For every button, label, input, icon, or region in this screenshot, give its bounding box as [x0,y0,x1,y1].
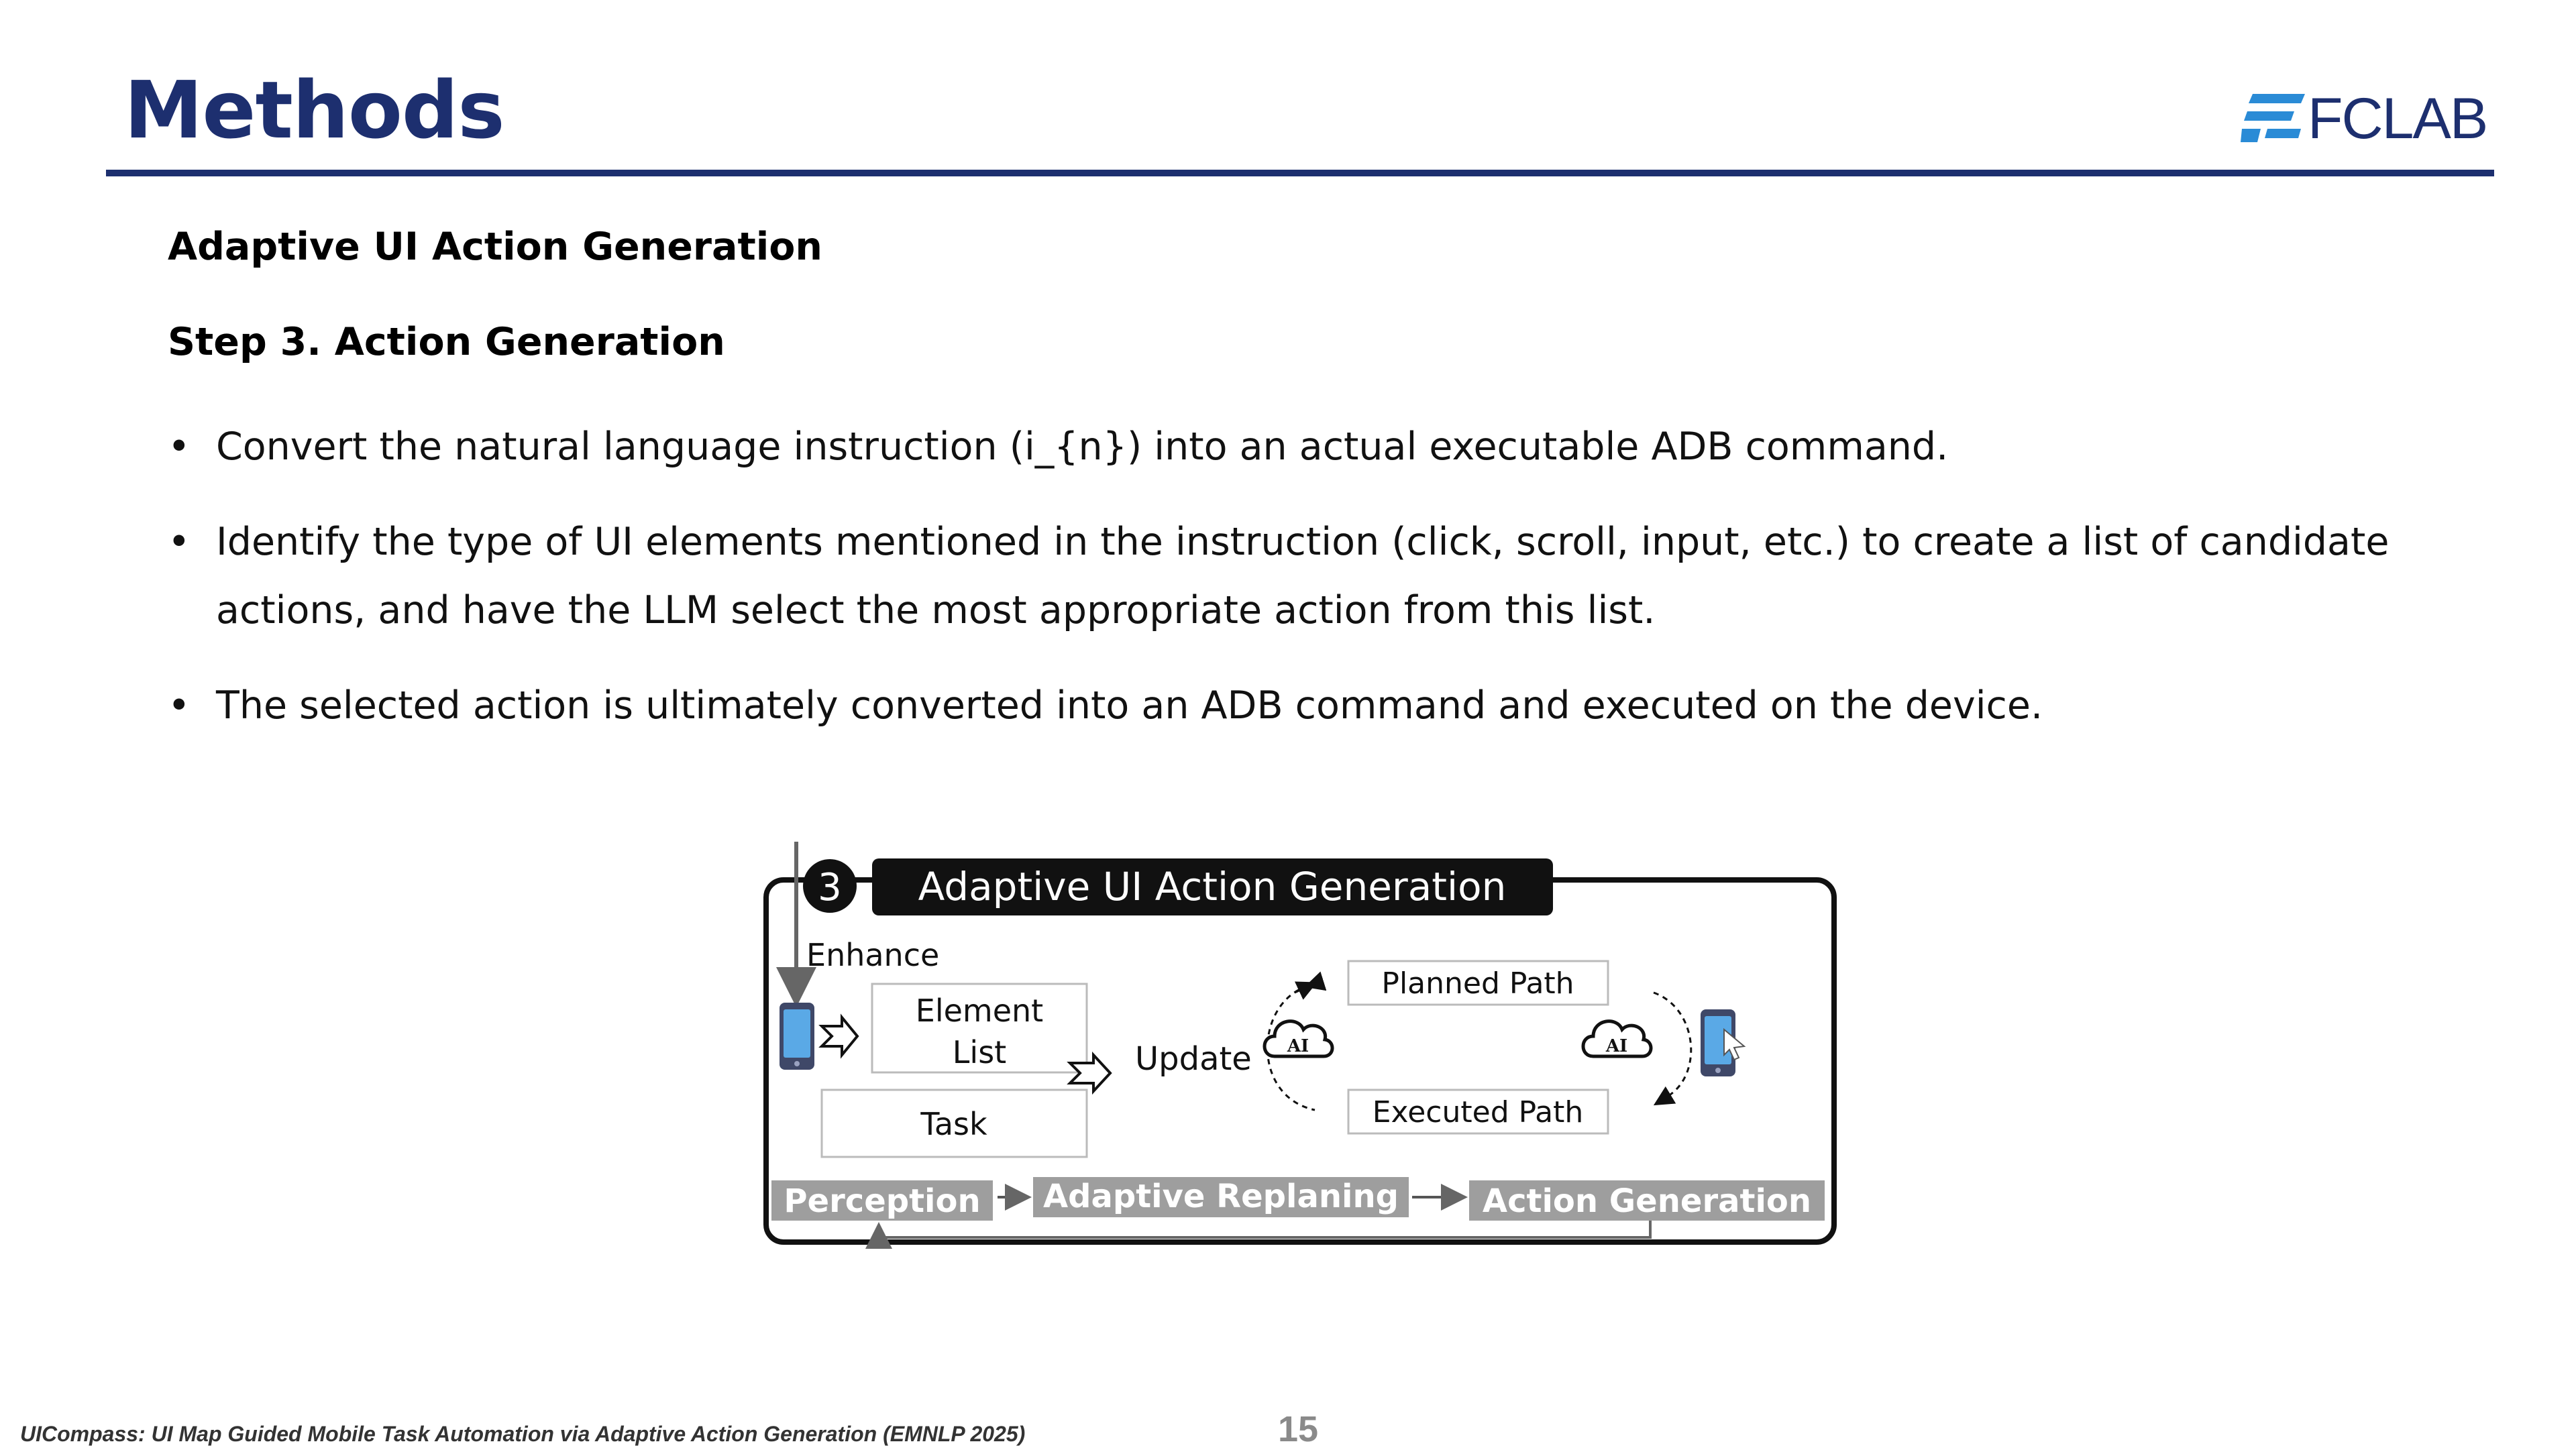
stage-replanning-label: Adaptive Replaning [1042,1178,1399,1215]
element-list-label-1: Element [915,993,1044,1029]
step-heading: Step 3. Action Generation [168,320,725,364]
update-label: Update [1135,1040,1252,1078]
footer-citation: UICompass: UI Map Guided Mobile Task Automation via Adaptive Action Generation (EMNLP 2025) [20,1422,1026,1446]
bullet-text: Identify the type of UI elements mentioned in the instruction (click, scroll, input, etc.) to create a list of candidate actions, and have the LLM select the most appropriate action from this list. [216,520,2390,632]
fclab-logo-icon [2241,91,2308,145]
bullet-list [168,412,2449,767]
ai-label: AI [1287,1036,1309,1056]
banner-title: Adaptive UI Action Generation [918,864,1507,909]
stage-action-generation-label: Action Generation [1482,1182,1812,1220]
title-rule [106,170,2494,176]
bullet-dot: • [168,425,191,469]
planned-path-label: Planned Path [1381,966,1574,1001]
executed-path-label: Executed Path [1372,1095,1584,1129]
pipeline-figure [758,842,1845,1251]
enhance-label: Enhance [806,937,940,973]
logo-text: FCLAB [2308,87,2487,151]
bullet-dot: • [168,683,191,728]
bullet-text: The selected action is ultimately converted into an ADB command and executed on the device. [216,683,2043,728]
fclab-logo [2241,86,2496,151]
bullet-dot: • [168,520,191,564]
element-list-label-2: List [952,1034,1007,1070]
page-number: 15 [1278,1409,1319,1449]
bullet-text: Convert the natural language instruction (i_{n}) into an actual executable ADB command. [216,425,1949,469]
bullet-item [168,508,2449,645]
stage-perception-label: Perception [784,1182,981,1220]
step-number: 3 [818,866,842,909]
task-label: Task [920,1106,987,1142]
phone-icon [780,1003,814,1070]
section-heading: Adaptive UI Action Generation [168,225,823,269]
bullet-item [168,671,2449,740]
slide-title: Methods [124,64,504,156]
ai-label: AI [1605,1036,1628,1056]
bullet-item [168,412,2449,481]
